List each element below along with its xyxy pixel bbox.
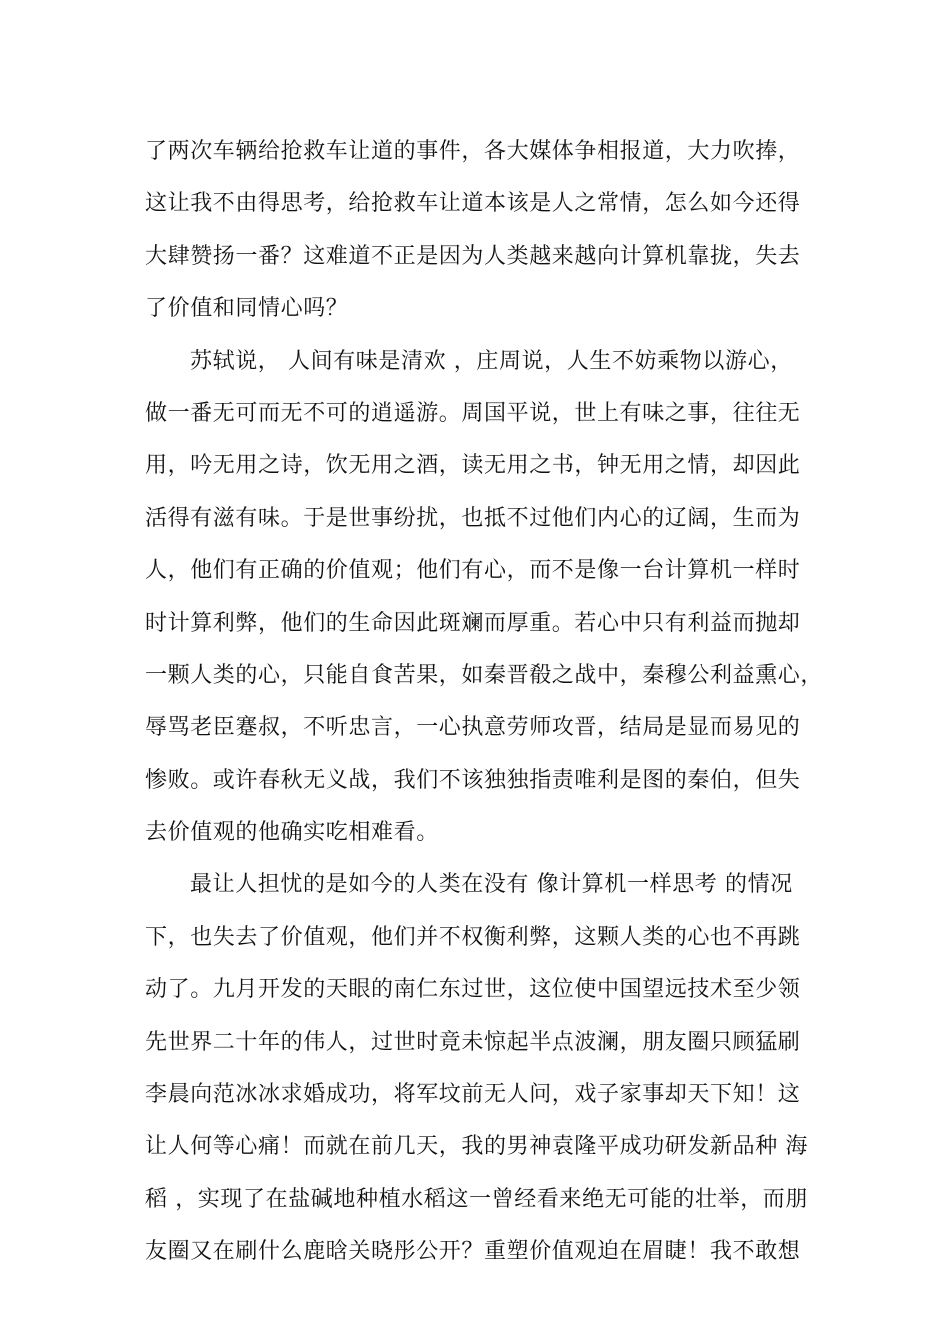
text-line: 稻 ，实现了在盐碱地种植水稻这一曾经看来绝无可能的壮举，而朋: [145, 1186, 808, 1212]
text-line: 一颗人类的心，只能自食苦果，如秦晋殽之战中，秦穆公利益熏心，: [145, 662, 824, 688]
text-line: 了两次车辆给抢救车让道的事件，各大媒体争相报道，大力吹捧，: [145, 139, 801, 164]
paragraph: [145, 336, 825, 860]
text-line: 时计算利弊，他们的生命因此斑斓而厚重。若心中只有利益而抛却: [145, 610, 801, 636]
text-line: 去价值观的他确实吃相难看。: [145, 820, 439, 846]
text-line: 让人何等心痛！而就在前几天，我的男神袁隆平成功研发新品种 海: [145, 1134, 808, 1160]
text-line: 先世界二十年的伟人，过世时竟未惊起半点波澜，朋友圈只顾猛刷: [145, 1029, 801, 1055]
text-line: 人，他们有正确的价值观；他们有心，而不是像一台计算机一样时: [145, 558, 801, 584]
text-line: 活得有滋有味。于是世事纷扰，也抵不过他们内心的辽阔，生而为: [145, 505, 801, 531]
text-line: 这让我不由得思考，给抢救车让道本该是人之常情，怎么如今还得: [145, 191, 801, 217]
text-line: 苏轼说， 人间有味是清欢 ，庄周说，人生不妨乘物以游心，: [190, 348, 793, 374]
text-line: 李晨向范冰冰求婚成功，将军坟前无人问，戏子家事却天下知！这: [145, 1082, 801, 1108]
text-line: 下，也失去了价值观，他们并不权衡利弊，这颗人类的心也不再跳: [145, 924, 801, 950]
essay-body: [145, 126, 825, 1279]
text-line: 用，吟无用之诗，饮无用之酒，读无用之书，钟无用之情，却因此: [145, 453, 801, 479]
text-line: 最让人担忧的是如今的人类在没有 像计算机一样思考 的情况: [190, 872, 793, 898]
text-line: 友圈又在刷什么鹿晗关晓彤公开？重塑价值观迫在眉睫！我不敢想: [145, 1239, 801, 1265]
text-line: 了价值和同情心吗？: [145, 296, 349, 322]
text-line: 做一番无可而无不可的逍遥游。周国平说，世上有味之事，往往无: [145, 400, 801, 426]
paragraph: [145, 126, 825, 336]
text-line: 动了。九月开发的天眼的南仁东过世，这位使中国望远技术至少领: [145, 977, 801, 1003]
paragraph: [145, 859, 825, 1278]
text-line: 惨败。或许春秋无义战，我们不该独独指责唯利是图的秦伯，但失: [145, 767, 801, 793]
text-line: 大肆赞扬一番？这难道不正是因为人类越来越向计算机靠拢，失去: [145, 243, 801, 269]
text-line: 辱骂老臣蹇叔，不听忠言，一心执意劳师攻晋，结局是显而易见的: [145, 715, 801, 741]
